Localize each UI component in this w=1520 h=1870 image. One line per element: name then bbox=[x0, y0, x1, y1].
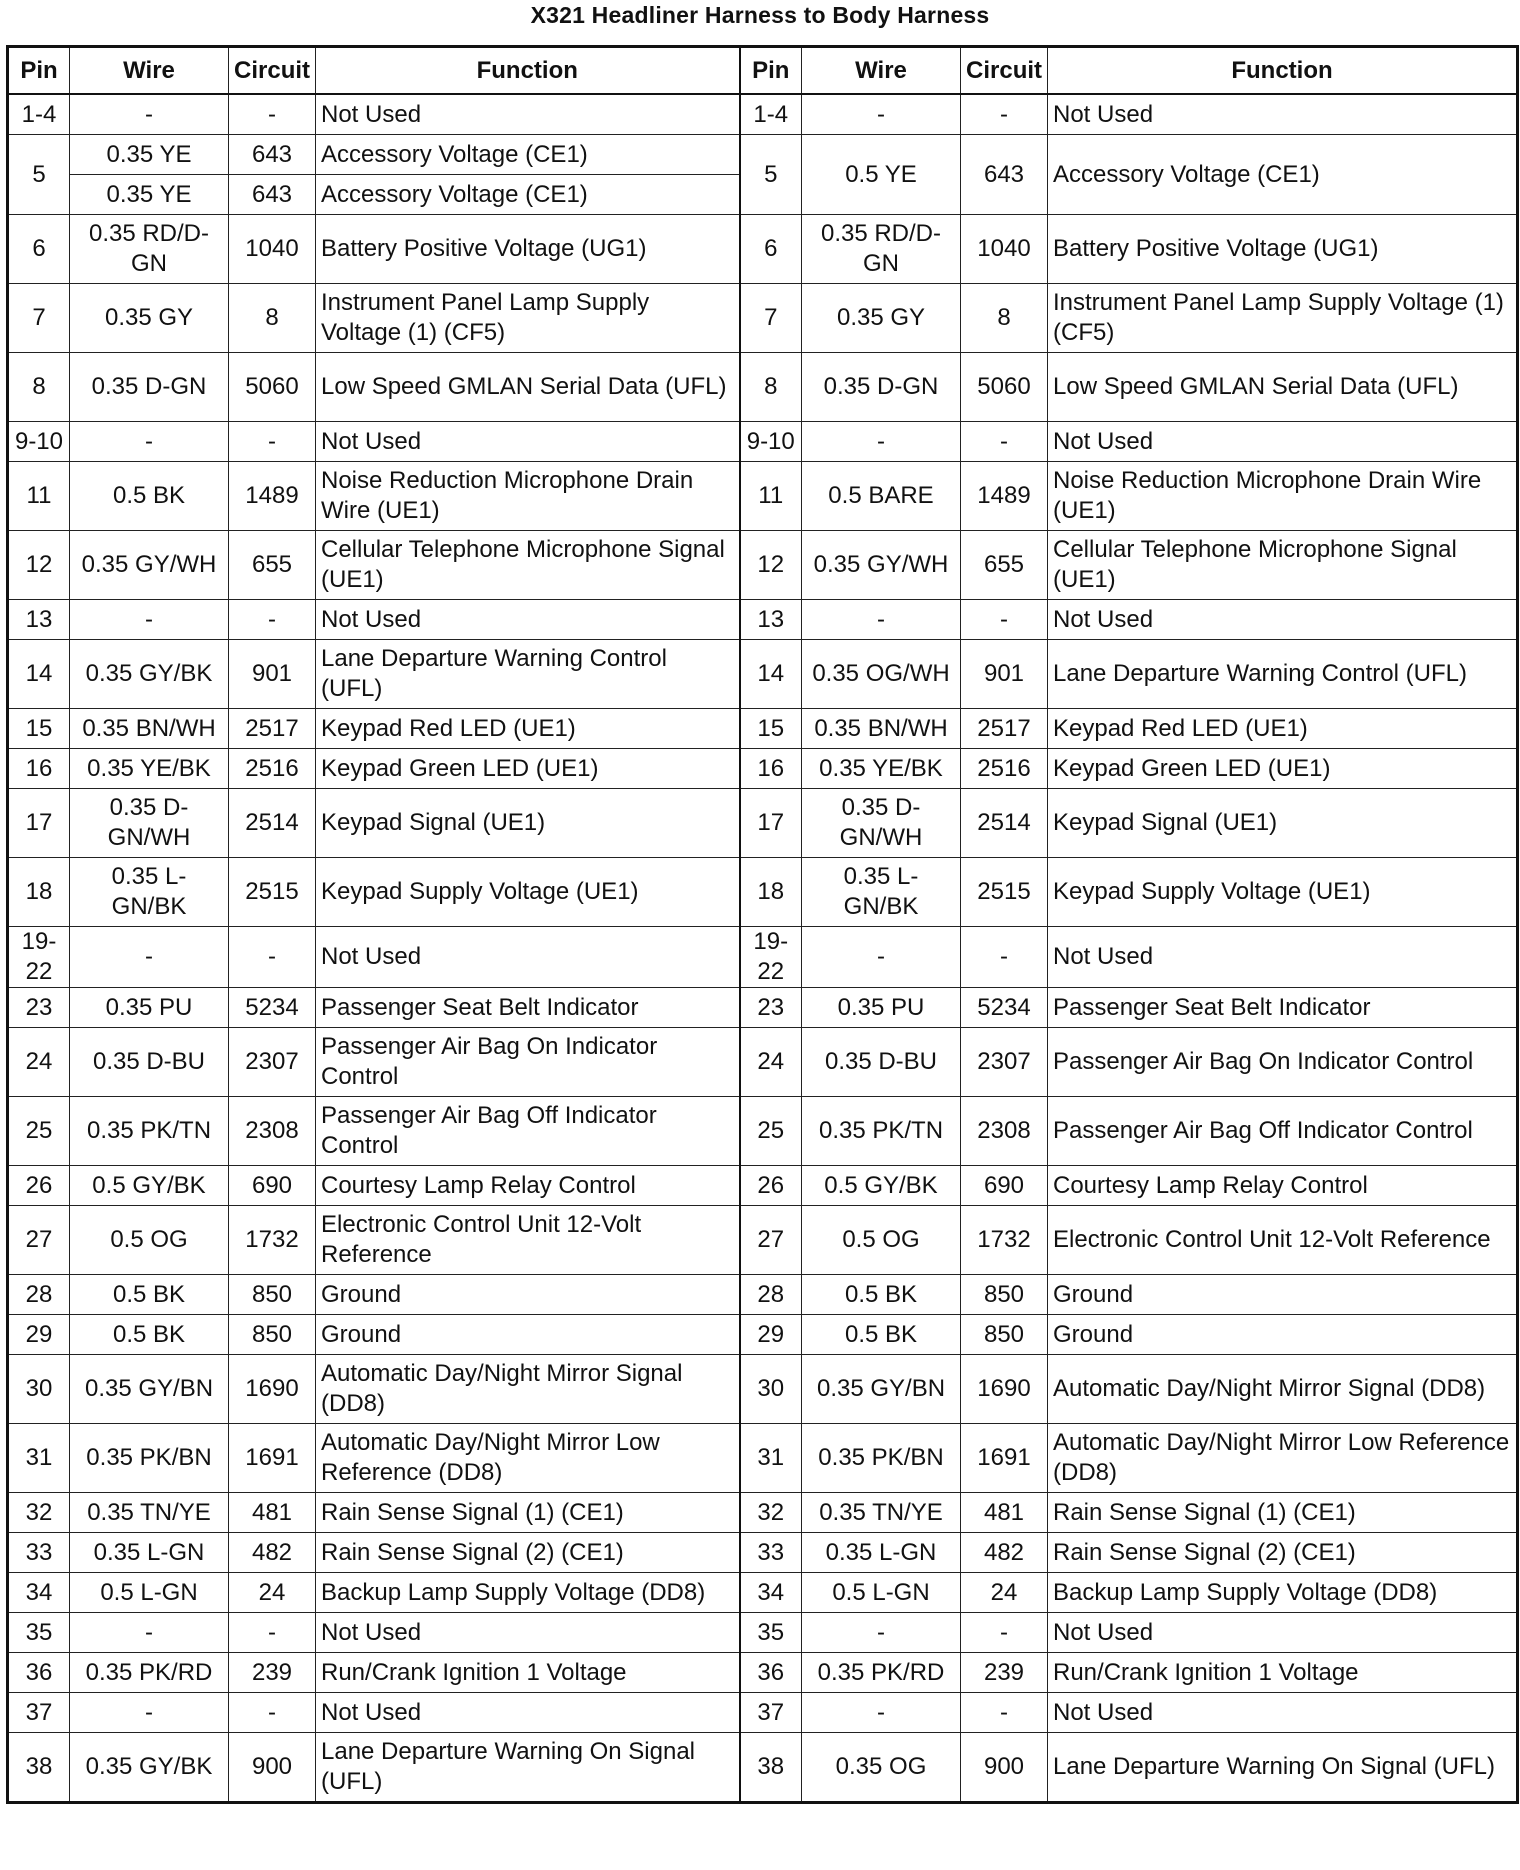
wire-left: 0.5 BK bbox=[70, 1275, 229, 1315]
wire-left: - bbox=[70, 1693, 229, 1733]
header-pin-right: Pin bbox=[740, 47, 802, 95]
pin-right: 33 bbox=[740, 1533, 802, 1573]
pin-right: 28 bbox=[740, 1275, 802, 1315]
table-row bbox=[8, 1315, 1518, 1355]
table-row bbox=[8, 422, 1518, 462]
circuit-left: 239 bbox=[229, 1653, 316, 1693]
function-left: Not Used bbox=[316, 1613, 740, 1653]
function-right: Battery Positive Voltage (UG1) bbox=[1048, 215, 1518, 284]
wire-left: 0.35 BN/WH bbox=[70, 709, 229, 749]
wire-left: 0.35 D-GN bbox=[70, 353, 229, 422]
wire-left: 0.35 GY/WH bbox=[70, 531, 229, 600]
table-row bbox=[8, 353, 1518, 422]
function-left: Passenger Seat Belt Indicator bbox=[316, 988, 740, 1028]
wire-left: 0.35 L-GN/BK bbox=[70, 858, 229, 927]
function-left: Passenger Air Bag On Indicator Control bbox=[316, 1028, 740, 1097]
connector-pinout-table bbox=[6, 45, 1519, 1804]
wire-right: 0.35 GY/WH bbox=[802, 531, 961, 600]
function-right: Noise Reduction Microphone Drain Wire (UE1) bbox=[1048, 462, 1518, 531]
circuit-right: 2515 bbox=[961, 858, 1048, 927]
wire-left: 0.35 D-GN/WH bbox=[70, 789, 229, 858]
pin-left: 26 bbox=[8, 1166, 70, 1206]
pin-right: 29 bbox=[740, 1315, 802, 1355]
function-left: Courtesy Lamp Relay Control bbox=[316, 1166, 740, 1206]
table-row bbox=[8, 1533, 1518, 1573]
table-row bbox=[8, 1206, 1518, 1275]
circuit-left: 1732 bbox=[229, 1206, 316, 1275]
function-left: Rain Sense Signal (2) (CE1) bbox=[316, 1533, 740, 1573]
circuit-right: 850 bbox=[961, 1275, 1048, 1315]
wire-right: 0.35 D-GN/WH bbox=[802, 789, 961, 858]
wire-left: 0.35 PK/TN bbox=[70, 1097, 229, 1166]
pin-left: 36 bbox=[8, 1653, 70, 1693]
table-row bbox=[8, 1275, 1518, 1315]
wire-left: 0.35 PK/RD bbox=[70, 1653, 229, 1693]
circuit-left: 2517 bbox=[229, 709, 316, 749]
header-wire-left: Wire bbox=[70, 47, 229, 95]
table-row bbox=[8, 215, 1518, 284]
circuit-left: 643 bbox=[229, 135, 316, 175]
table-header-row bbox=[8, 47, 1518, 95]
circuit-right: 5060 bbox=[961, 353, 1048, 422]
circuit-left: 481 bbox=[229, 1493, 316, 1533]
wire-left: 0.35 PU bbox=[70, 988, 229, 1028]
wire-left: 0.35 YE/BK bbox=[70, 749, 229, 789]
circuit-left: 2308 bbox=[229, 1097, 316, 1166]
wire-right: - bbox=[802, 1693, 961, 1733]
function-left: Not Used bbox=[316, 422, 740, 462]
wire-right: - bbox=[802, 1613, 961, 1653]
function-left: Electronic Control Unit 12-Volt Reference bbox=[316, 1206, 740, 1275]
circuit-right: 1040 bbox=[961, 215, 1048, 284]
function-left: Noise Reduction Microphone Drain Wire (UE1) bbox=[316, 462, 740, 531]
function-left: Instrument Panel Lamp Supply Voltage (1) (CF5) bbox=[316, 284, 740, 353]
circuit-right: 850 bbox=[961, 1315, 1048, 1355]
circuit-right: 239 bbox=[961, 1653, 1048, 1693]
circuit-right: 8 bbox=[961, 284, 1048, 353]
wire-right: 0.5 YE bbox=[802, 135, 961, 215]
circuit-right: 900 bbox=[961, 1733, 1048, 1803]
circuit-right: 901 bbox=[961, 640, 1048, 709]
wire-right: 0.35 PK/RD bbox=[802, 1653, 961, 1693]
circuit-left: 690 bbox=[229, 1166, 316, 1206]
table-row bbox=[8, 1097, 1518, 1166]
function-right: Courtesy Lamp Relay Control bbox=[1048, 1166, 1518, 1206]
circuit-right: 2514 bbox=[961, 789, 1048, 858]
table-body bbox=[8, 94, 1518, 1803]
circuit-left: 901 bbox=[229, 640, 316, 709]
function-right: Ground bbox=[1048, 1275, 1518, 1315]
pin-left: 27 bbox=[8, 1206, 70, 1275]
wire-right: 0.35 L-GN bbox=[802, 1533, 961, 1573]
circuit-right: 655 bbox=[961, 531, 1048, 600]
function-left: Not Used bbox=[316, 1693, 740, 1733]
function-left: Run/Crank Ignition 1 Voltage bbox=[316, 1653, 740, 1693]
table-row bbox=[8, 789, 1518, 858]
function-right: Ground bbox=[1048, 1315, 1518, 1355]
wire-right: 0.35 GY bbox=[802, 284, 961, 353]
function-left: Ground bbox=[316, 1275, 740, 1315]
circuit-right: - bbox=[961, 927, 1048, 988]
function-left: Passenger Air Bag Off Indicator Control bbox=[316, 1097, 740, 1166]
table-row bbox=[8, 1573, 1518, 1613]
pin-left: 25 bbox=[8, 1097, 70, 1166]
table-row bbox=[8, 94, 1518, 135]
pin-left: 38 bbox=[8, 1733, 70, 1803]
table-row bbox=[8, 749, 1518, 789]
table-row bbox=[8, 927, 1518, 988]
function-right: Not Used bbox=[1048, 1613, 1518, 1653]
function-right: Passenger Seat Belt Indicator bbox=[1048, 988, 1518, 1028]
wire-left: 0.35 GY/BK bbox=[70, 1733, 229, 1803]
wire-right: 0.5 BK bbox=[802, 1275, 961, 1315]
pin-left: 8 bbox=[8, 353, 70, 422]
circuit-left: 1691 bbox=[229, 1424, 316, 1493]
pin-left: 19-22 bbox=[8, 927, 70, 988]
header-circuit-right: Circuit bbox=[961, 47, 1048, 95]
circuit-left: - bbox=[229, 94, 316, 135]
circuit-left: 850 bbox=[229, 1275, 316, 1315]
table-row bbox=[8, 1493, 1518, 1533]
function-left: Rain Sense Signal (1) (CE1) bbox=[316, 1493, 740, 1533]
function-left: Keypad Signal (UE1) bbox=[316, 789, 740, 858]
circuit-left: 8 bbox=[229, 284, 316, 353]
pin-right: 12 bbox=[740, 531, 802, 600]
pin-right: 23 bbox=[740, 988, 802, 1028]
table-row bbox=[8, 1355, 1518, 1424]
function-left: Automatic Day/Night Mirror Signal (DD8) bbox=[316, 1355, 740, 1424]
wire-left: 0.35 GY/BK bbox=[70, 640, 229, 709]
pin-left: 24 bbox=[8, 1028, 70, 1097]
table-row bbox=[8, 1613, 1518, 1653]
circuit-right: 1489 bbox=[961, 462, 1048, 531]
function-right: Not Used bbox=[1048, 1693, 1518, 1733]
wire-right: 0.35 PK/TN bbox=[802, 1097, 961, 1166]
function-left: Cellular Telephone Microphone Signal (UE1) bbox=[316, 531, 740, 600]
circuit-right: 2307 bbox=[961, 1028, 1048, 1097]
wire-left: 0.35 GY bbox=[70, 284, 229, 353]
table-row bbox=[8, 462, 1518, 531]
pin-left: 1-4 bbox=[8, 94, 70, 135]
function-left: Keypad Supply Voltage (UE1) bbox=[316, 858, 740, 927]
table-row bbox=[8, 988, 1518, 1028]
wire-right: 0.35 PK/BN bbox=[802, 1424, 961, 1493]
circuit-left: - bbox=[229, 422, 316, 462]
wire-right: 0.35 OG/WH bbox=[802, 640, 961, 709]
pin-left: 31 bbox=[8, 1424, 70, 1493]
wire-left: 0.5 L-GN bbox=[70, 1573, 229, 1613]
circuit-left: 850 bbox=[229, 1315, 316, 1355]
wire-right: 0.5 L-GN bbox=[802, 1573, 961, 1613]
circuit-left: 2515 bbox=[229, 858, 316, 927]
wire-left: 0.35 GY/BN bbox=[70, 1355, 229, 1424]
circuit-left: - bbox=[229, 1613, 316, 1653]
circuit-left: 5234 bbox=[229, 988, 316, 1028]
function-right: Keypad Green LED (UE1) bbox=[1048, 749, 1518, 789]
circuit-right: 1732 bbox=[961, 1206, 1048, 1275]
pin-left: 12 bbox=[8, 531, 70, 600]
function-left: Low Speed GMLAN Serial Data (UFL) bbox=[316, 353, 740, 422]
header-pin-left: Pin bbox=[8, 47, 70, 95]
wire-right: 0.35 GY/BN bbox=[802, 1355, 961, 1424]
function-left: Not Used bbox=[316, 600, 740, 640]
table-row bbox=[8, 1424, 1518, 1493]
function-left: Accessory Voltage (CE1) bbox=[316, 135, 740, 175]
function-right: Accessory Voltage (CE1) bbox=[1048, 135, 1518, 215]
circuit-left: 482 bbox=[229, 1533, 316, 1573]
header-wire-right: Wire bbox=[802, 47, 961, 95]
wire-left: - bbox=[70, 600, 229, 640]
header-function-left: Function bbox=[316, 47, 740, 95]
wire-right: 0.35 YE/BK bbox=[802, 749, 961, 789]
pin-left: 23 bbox=[8, 988, 70, 1028]
pin-right: 15 bbox=[740, 709, 802, 749]
circuit-right: - bbox=[961, 1613, 1048, 1653]
function-right: Automatic Day/Night Mirror Signal (DD8) bbox=[1048, 1355, 1518, 1424]
circuit-right: 643 bbox=[961, 135, 1048, 215]
pin-right: 11 bbox=[740, 462, 802, 531]
table-row bbox=[8, 1028, 1518, 1097]
wire-left: 0.35 TN/YE bbox=[70, 1493, 229, 1533]
pin-left: 14 bbox=[8, 640, 70, 709]
pin-right: 18 bbox=[740, 858, 802, 927]
pin-left: 13 bbox=[8, 600, 70, 640]
circuit-right: 1690 bbox=[961, 1355, 1048, 1424]
pin-right: 37 bbox=[740, 1693, 802, 1733]
wire-right: 0.35 PU bbox=[802, 988, 961, 1028]
wire-right: 0.5 BK bbox=[802, 1315, 961, 1355]
function-right: Automatic Day/Night Mirror Low Reference (DD8) bbox=[1048, 1424, 1518, 1493]
pin-left: 11 bbox=[8, 462, 70, 531]
circuit-right: 5234 bbox=[961, 988, 1048, 1028]
circuit-left: 2514 bbox=[229, 789, 316, 858]
function-right: Keypad Supply Voltage (UE1) bbox=[1048, 858, 1518, 927]
function-right: Lane Departure Warning On Signal (UFL) bbox=[1048, 1733, 1518, 1803]
circuit-left: - bbox=[229, 600, 316, 640]
pin-right: 26 bbox=[740, 1166, 802, 1206]
circuit-right: 2517 bbox=[961, 709, 1048, 749]
circuit-left: 2516 bbox=[229, 749, 316, 789]
function-right: Keypad Signal (UE1) bbox=[1048, 789, 1518, 858]
wire-right: - bbox=[802, 94, 961, 135]
table-row bbox=[8, 135, 1518, 175]
wire-left: - bbox=[70, 422, 229, 462]
pin-left: 35 bbox=[8, 1613, 70, 1653]
page-title: X321 Headliner Harness to Body Harness bbox=[530, 2, 990, 28]
circuit-left: 24 bbox=[229, 1573, 316, 1613]
pin-right: 17 bbox=[740, 789, 802, 858]
pin-left: 17 bbox=[8, 789, 70, 858]
circuit-right: 2308 bbox=[961, 1097, 1048, 1166]
function-left: Keypad Green LED (UE1) bbox=[316, 749, 740, 789]
wire-left: 0.35 YE bbox=[70, 175, 229, 215]
header-function-right: Function bbox=[1048, 47, 1518, 95]
pin-left: 9-10 bbox=[8, 422, 70, 462]
pin-right: 34 bbox=[740, 1573, 802, 1613]
wire-right: 0.35 L-GN/BK bbox=[802, 858, 961, 927]
wire-left: 0.35 D-BU bbox=[70, 1028, 229, 1097]
wire-left: 0.35 PK/BN bbox=[70, 1424, 229, 1493]
wire-right: 0.5 BARE bbox=[802, 462, 961, 531]
wire-right: 0.35 D-GN bbox=[802, 353, 961, 422]
pin-right: 35 bbox=[740, 1613, 802, 1653]
pin-right: 24 bbox=[740, 1028, 802, 1097]
table-row bbox=[8, 531, 1518, 600]
function-left: Automatic Day/Night Mirror Low Reference (DD8) bbox=[316, 1424, 740, 1493]
function-right: Passenger Air Bag Off Indicator Control bbox=[1048, 1097, 1518, 1166]
pin-right: 9-10 bbox=[740, 422, 802, 462]
pin-right: 36 bbox=[740, 1653, 802, 1693]
pin-left: 6 bbox=[8, 215, 70, 284]
pin-left: 29 bbox=[8, 1315, 70, 1355]
function-left: Lane Departure Warning Control (UFL) bbox=[316, 640, 740, 709]
wire-right: 0.35 TN/YE bbox=[802, 1493, 961, 1533]
function-left: Lane Departure Warning On Signal (UFL) bbox=[316, 1733, 740, 1803]
circuit-left: - bbox=[229, 927, 316, 988]
function-right: Not Used bbox=[1048, 94, 1518, 135]
function-right: Lane Departure Warning Control (UFL) bbox=[1048, 640, 1518, 709]
table-row bbox=[8, 709, 1518, 749]
pin-left: 16 bbox=[8, 749, 70, 789]
circuit-left: - bbox=[229, 1693, 316, 1733]
pin-right: 30 bbox=[740, 1355, 802, 1424]
function-left: Battery Positive Voltage (UG1) bbox=[316, 215, 740, 284]
pin-right: 31 bbox=[740, 1424, 802, 1493]
pin-right: 1-4 bbox=[740, 94, 802, 135]
wire-left: - bbox=[70, 94, 229, 135]
wire-left: 0.5 OG bbox=[70, 1206, 229, 1275]
circuit-left: 900 bbox=[229, 1733, 316, 1803]
wire-left: - bbox=[70, 927, 229, 988]
pin-right: 16 bbox=[740, 749, 802, 789]
circuit-right: - bbox=[961, 422, 1048, 462]
function-right: Rain Sense Signal (1) (CE1) bbox=[1048, 1493, 1518, 1533]
table-row bbox=[8, 1733, 1518, 1803]
function-right: Run/Crank Ignition 1 Voltage bbox=[1048, 1653, 1518, 1693]
pin-left: 30 bbox=[8, 1355, 70, 1424]
pin-left: 34 bbox=[8, 1573, 70, 1613]
table-row bbox=[8, 858, 1518, 927]
wire-left: - bbox=[70, 1613, 229, 1653]
function-left: Accessory Voltage (CE1) bbox=[316, 175, 740, 215]
wire-right: 0.35 D-BU bbox=[802, 1028, 961, 1097]
pin-right: 32 bbox=[740, 1493, 802, 1533]
function-right: Low Speed GMLAN Serial Data (UFL) bbox=[1048, 353, 1518, 422]
pin-right: 19-22 bbox=[740, 927, 802, 988]
circuit-right: 481 bbox=[961, 1493, 1048, 1533]
pin-left: 18 bbox=[8, 858, 70, 927]
pin-right: 6 bbox=[740, 215, 802, 284]
wire-left: 0.35 L-GN bbox=[70, 1533, 229, 1573]
table-row bbox=[8, 1166, 1518, 1206]
pin-right: 14 bbox=[740, 640, 802, 709]
pin-right: 5 bbox=[740, 135, 802, 215]
table-row bbox=[8, 1653, 1518, 1693]
wire-left: 0.35 YE bbox=[70, 135, 229, 175]
pin-left: 32 bbox=[8, 1493, 70, 1533]
pin-right: 13 bbox=[740, 600, 802, 640]
function-left: Ground bbox=[316, 1315, 740, 1355]
circuit-left: 1690 bbox=[229, 1355, 316, 1424]
table-row bbox=[8, 600, 1518, 640]
circuit-right: - bbox=[961, 1693, 1048, 1733]
circuit-left: 1040 bbox=[229, 215, 316, 284]
function-right: Electronic Control Unit 12-Volt Reference bbox=[1048, 1206, 1518, 1275]
wire-right: 0.5 GY/BK bbox=[802, 1166, 961, 1206]
function-right: Not Used bbox=[1048, 927, 1518, 988]
wire-left: 0.5 BK bbox=[70, 462, 229, 531]
wire-right: - bbox=[802, 600, 961, 640]
circuit-left: 655 bbox=[229, 531, 316, 600]
wire-right: 0.35 RD/D-GN bbox=[802, 215, 961, 284]
function-right: Not Used bbox=[1048, 422, 1518, 462]
pin-left: 37 bbox=[8, 1693, 70, 1733]
pin-left: 5 bbox=[8, 135, 70, 215]
circuit-left: 2307 bbox=[229, 1028, 316, 1097]
wire-left: 0.5 GY/BK bbox=[70, 1166, 229, 1206]
function-left: Not Used bbox=[316, 94, 740, 135]
function-right: Passenger Air Bag On Indicator Control bbox=[1048, 1028, 1518, 1097]
wire-left: 0.35 RD/D-GN bbox=[70, 215, 229, 284]
table-row bbox=[8, 640, 1518, 709]
circuit-right: - bbox=[961, 600, 1048, 640]
wire-left: 0.5 BK bbox=[70, 1315, 229, 1355]
header-circuit-left: Circuit bbox=[229, 47, 316, 95]
pin-right: 25 bbox=[740, 1097, 802, 1166]
circuit-left: 1489 bbox=[229, 462, 316, 531]
circuit-right: 482 bbox=[961, 1533, 1048, 1573]
function-right: Not Used bbox=[1048, 600, 1518, 640]
pin-left: 7 bbox=[8, 284, 70, 353]
function-right: Backup Lamp Supply Voltage (DD8) bbox=[1048, 1573, 1518, 1613]
wire-right: 0.35 BN/WH bbox=[802, 709, 961, 749]
table-row bbox=[8, 1693, 1518, 1733]
wire-right: 0.5 OG bbox=[802, 1206, 961, 1275]
circuit-left: 5060 bbox=[229, 353, 316, 422]
wire-right: 0.35 OG bbox=[802, 1733, 961, 1803]
table-row bbox=[8, 284, 1518, 353]
wire-right: - bbox=[802, 422, 961, 462]
function-left: Not Used bbox=[316, 927, 740, 988]
function-right: Keypad Red LED (UE1) bbox=[1048, 709, 1518, 749]
pin-right: 27 bbox=[740, 1206, 802, 1275]
function-left: Backup Lamp Supply Voltage (DD8) bbox=[316, 1573, 740, 1613]
pin-left: 28 bbox=[8, 1275, 70, 1315]
circuit-left: 643 bbox=[229, 175, 316, 215]
circuit-right: - bbox=[961, 94, 1048, 135]
function-right: Cellular Telephone Microphone Signal (UE1) bbox=[1048, 531, 1518, 600]
function-right: Instrument Panel Lamp Supply Voltage (1) (CF5) bbox=[1048, 284, 1518, 353]
circuit-right: 24 bbox=[961, 1573, 1048, 1613]
circuit-right: 690 bbox=[961, 1166, 1048, 1206]
pin-right: 8 bbox=[740, 353, 802, 422]
circuit-right: 2516 bbox=[961, 749, 1048, 789]
pin-right: 38 bbox=[740, 1733, 802, 1803]
pin-left: 15 bbox=[8, 709, 70, 749]
function-right: Rain Sense Signal (2) (CE1) bbox=[1048, 1533, 1518, 1573]
circuit-right: 1691 bbox=[961, 1424, 1048, 1493]
pin-right: 7 bbox=[740, 284, 802, 353]
function-left: Keypad Red LED (UE1) bbox=[316, 709, 740, 749]
pin-left: 33 bbox=[8, 1533, 70, 1573]
wire-right: - bbox=[802, 927, 961, 988]
